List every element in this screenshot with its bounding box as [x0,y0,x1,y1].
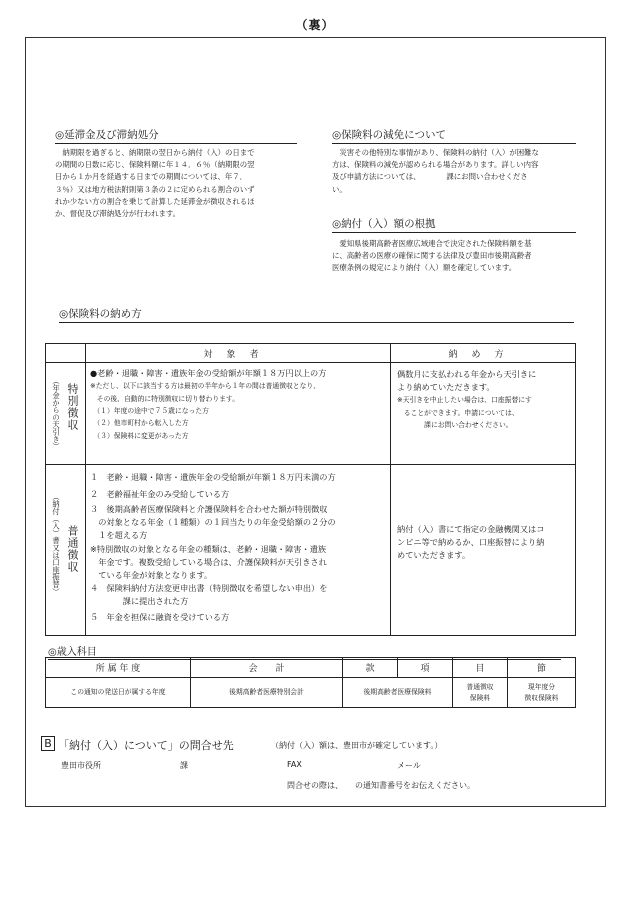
normal-target-cell [86,465,391,636]
contact-section: 課 [180,761,188,770]
text-line: ※天引きを中止したい場合は、口座振替にす [397,396,532,405]
header-kan: 款 [343,658,398,678]
table-row [46,465,576,636]
text-line: 納期限を過ぎると、納期限の翌日から納付（入）の日まで [55,148,255,157]
text-line: に、高齢者の医療の確保に関する法律及び豊田市後期高齢者 [332,251,532,261]
text-line: ５ 年金を担保に融資を受けている方 [90,611,230,622]
text-line: 及び申請方法については、 課にお問い合わせくださ [332,172,528,182]
special-label: 特別徴収 [66,383,79,431]
header-corner [46,344,86,363]
cell-year: この通知の発送日が属する年度 [46,678,191,708]
header-kou: 項 [398,658,453,678]
normal-sub: （納付（入）書又は口座振替） [52,493,61,596]
text-line: ２ 老齢福祉年金のみ受給している方 [90,489,230,499]
text-line: 年金です。複数受給している場合は、介護保険料が天引きされ [90,556,327,567]
special-target-main: ●老齢・退職・障害・遺族年金の受給額が年額１８万円以上の方 [90,368,327,378]
text-line: か、督促及び滞納処分が行われます。 [55,209,181,219]
text-line: 災害その他特別な事情があり、保険料の納付（入）が困難な [332,148,539,157]
cell-account: 後期高齢者医療特別会計 [191,678,343,708]
contact-request: 問合せの際は、 の通知書番号をお伝えください。 [287,781,475,790]
text-line: １ 老齢・退職・障害・遺族年金の受給額が年額１８万円未満の方 [90,472,336,482]
text-line: ることができます。申請については、 [397,408,519,417]
text-line: ３ 後期高齢者医療保険料と介護保険料を合わせた額が特別徴収 [90,504,328,514]
basis-body [332,238,578,275]
contact-fax: FAX [287,760,302,769]
account-table [45,657,576,708]
reduction-title: ◎保険料の減免について [332,127,576,144]
text-line: の期間の日数に応じ、保険料額に年１４．６％（納期限の翌 [55,160,255,170]
text-line: ※ただし、以下に該当する方は最初の半年から１年の間は普通徴収となり、 [90,382,320,391]
contact-office: 豊田市役所 [61,761,101,770]
header-year: 所 属 年 度 [46,658,191,678]
header-target: 対象者 [86,344,391,363]
late-fee-title: ◎延滞金及び滞納処分 [55,127,297,144]
letter-b-box: B [41,736,55,751]
special-target-cell [86,363,391,465]
normal-method-cell [391,465,576,636]
text-line: （３）保険料に変更があった方 [90,431,189,440]
contact-note: （納付（入）額は、豊田市が確定しています。） [271,741,443,750]
cell-kan: 後期高齢者医療保険料 [343,678,453,708]
method-title: ◎保険料の納め方 [59,306,574,323]
text-line: れか少ない方の割合を乗じて計算した延滞金が徴収されるほ [55,196,255,206]
reduction-body [332,147,578,196]
text-line: 日から１か月を経過する日までの期間については、年７． [55,172,248,182]
late-fee-body [55,147,305,220]
contact-mail: メール [397,761,421,770]
text-line: ３％）又は地方税法附則第３条の２に定められる割合のいず [55,184,255,194]
table-row [46,363,576,465]
text-line: 課にお問い合わせください。 [397,421,513,430]
text-line: 課に提出された方 [90,596,189,607]
normal-label-cell [46,465,86,636]
table-row [46,678,576,708]
page-title: （裏） [295,18,335,32]
table-header-row [46,658,576,678]
header-moku: 目 [453,658,508,678]
text-line: 納付（入）書にて指定の金融機関又はコ [397,524,545,534]
text-line: （１）年度の途中で７５歳になった方 [90,407,209,416]
table-header-row [46,344,576,363]
text-line: 医療条例の規定により納付（入）額を確定しています。 [332,263,517,273]
header-method: 納め方 [391,344,576,363]
text-line: ンビニ等で納めるか、口座振替により納 [397,537,545,548]
text-line: ている年金が対象となります。 [90,570,213,581]
text-line: ※特別徴収の対象となる年金の種類は、老齢・退職・障害・遺族 [90,543,327,554]
text-line: その後、自動的に特別徴収に切り替わります。 [90,394,239,403]
text-line: 愛知県後期高齢者医療広域連合で決定された保険料額を基 [332,239,532,248]
text-line: ４ 保険料納付方法変更申出書（特別徴収を希望しない申出）を [90,583,328,594]
contact-title: 「納付（入）について」の問合せ先 [58,739,234,752]
header-account: 会 計 [191,658,343,678]
special-label-cell [46,363,86,465]
text-line: の対象となる年金（１種類）の１回当たりの年金受給額の２分の [90,517,336,528]
accounts-title: ◎歳入科目 [48,643,561,660]
normal-label: 普通徴収 [66,525,79,573]
basis-title: ◎納付（入）額の根拠 [332,216,576,233]
special-method-cell [391,363,576,465]
text-line: （２）他市町村から転入した方 [90,419,189,428]
text-line: 方は、保険料の減免が認められる場合があります。詳しい内容 [332,160,539,170]
text-line: より納めていただきます。 [397,382,495,393]
payment-method-table [45,343,576,636]
cell-setsu: 現年度分 徴収保険料 [508,678,576,708]
text-line: １を超える方 [90,530,148,541]
cell-moku: 普通徴収 保険料 [453,678,508,708]
special-sub: （年金からの天引き） [52,377,61,450]
text-line: い。 [332,184,347,194]
text-line: めていただきます。 [397,550,471,561]
text-line: 偶数月に支払われる年金から天引きに [397,369,537,379]
header-setsu: 節 [508,658,576,678]
